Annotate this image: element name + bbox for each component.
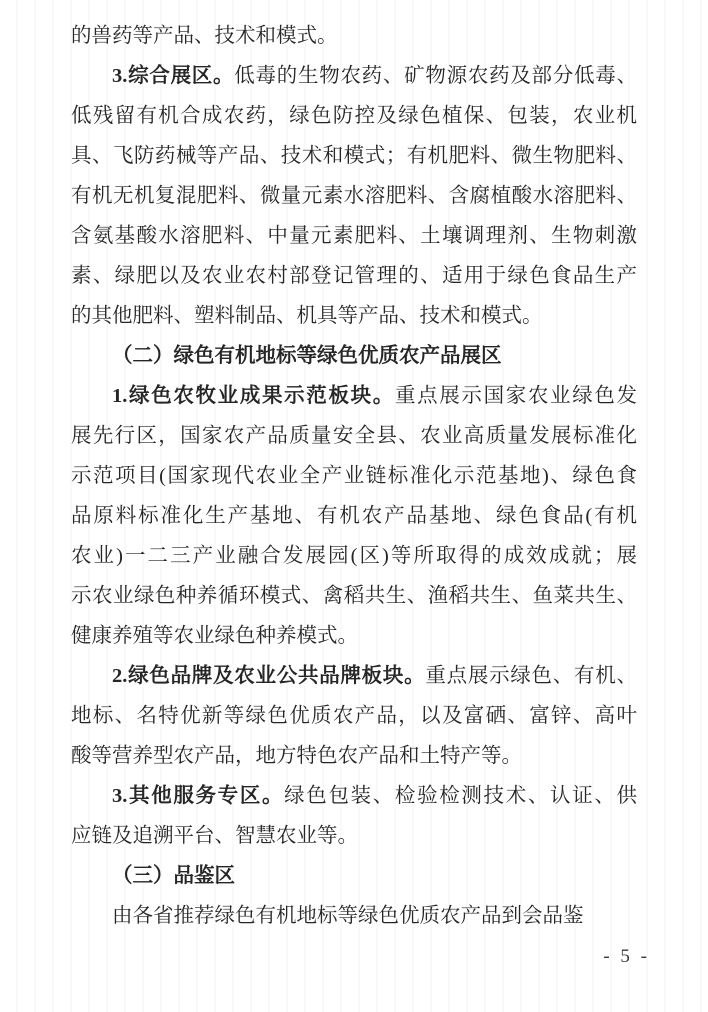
text-line — [71, 216, 637, 256]
text-segment: 应链及追溯平台、智慧农业等。 — [71, 825, 358, 847]
text-line — [71, 296, 637, 336]
text-segment: 示范项目(国家现代农业全产业链标准化示范基地)、绿色食 — [71, 465, 637, 487]
text-line — [71, 456, 637, 496]
text-line — [71, 416, 637, 456]
text-line — [71, 616, 637, 656]
text-line — [71, 256, 637, 296]
text-segment: 品原料标准化生产基地、有机农产品基地、绿色食品(有机 — [71, 505, 637, 527]
text-segment: 素、绿肥以及农业农村部登记管理的、适用于绿色食品生产 — [71, 265, 637, 287]
text-line — [71, 816, 637, 856]
text-segment: 由各省推荐绿色有机地标等绿色优质农产品到会品鉴 — [112, 905, 584, 927]
bold-text-segment: 3.综合展区。 — [112, 65, 235, 87]
text-line — [71, 16, 637, 56]
text-line — [71, 736, 637, 776]
text-line — [71, 576, 637, 616]
text-segment: 的其他肥料、塑料制品、机具等产品、技术和模式。 — [71, 305, 543, 327]
section-heading-line — [71, 856, 637, 896]
text-line — [71, 776, 637, 816]
text-segment: 的兽药等产品、技术和模式。 — [71, 25, 338, 47]
text-line — [71, 176, 637, 216]
text-line — [71, 136, 637, 176]
text-segment: 酸等营养型农产品，地方特色农产品和土特产等。 — [71, 745, 522, 767]
bold-text-segment: 2.绿色品牌及农业公共品牌板块。 — [112, 665, 426, 687]
text-line — [71, 536, 637, 576]
bold-text-segment: 3.其他服务专区。 — [112, 785, 285, 807]
text-segment: 具、飞防药械等产品、技术和模式；有机肥料、微生物肥料、 — [71, 145, 637, 167]
text-segment: 示农业绿色种养循环模式、禽稻共生、渔稻共生、鱼菜共生、 — [71, 585, 637, 607]
text-segment: 健康养殖等农业绿色种养模式。 — [71, 625, 358, 647]
text-line — [71, 56, 637, 96]
text-line — [71, 696, 637, 736]
text-segment: 重点展示国家农业绿色发 — [394, 385, 638, 407]
bold-text-segment: （三）品鉴区 — [112, 865, 235, 887]
text-line — [71, 376, 637, 416]
text-line — [71, 496, 637, 536]
text-line — [71, 96, 637, 136]
text-segment: 展先行区，国家农产品质量安全县、农业高质量发展标准化 — [71, 425, 637, 447]
text-segment: 低残留有机合成农药，绿色防控及绿色植保、包装，农业机 — [71, 105, 637, 127]
bold-text-segment: （二）绿色有机地标等绿色优质农产品展区 — [112, 345, 502, 367]
text-segment: 农业)一二三产业融合发展园(区)等所取得的成效成就；展 — [71, 545, 637, 567]
page-number: - 5 - — [603, 946, 650, 967]
section-heading-line — [71, 336, 637, 376]
document-text-block — [71, 16, 637, 936]
text-segment: 低毒的生物农药、矿物源农药及部分低毒、 — [234, 65, 637, 87]
bold-text-segment: 1.绿色农牧业成果示范板块。 — [112, 385, 395, 407]
text-line — [71, 896, 637, 936]
text-line — [71, 656, 637, 696]
text-segment: 有机无机复混肥料、微量元素水溶肥料、含腐植酸水溶肥料、 — [71, 185, 637, 207]
text-segment: 绿色包装、检验检测技术、认证、供 — [284, 785, 638, 807]
text-segment: 含氨基酸水溶肥料、中量元素肥料、土壤调理剂、生物刺激 — [71, 225, 637, 247]
text-segment: 地标、名特优新等绿色优质农产品，以及富硒、富锌、高叶 — [71, 705, 637, 727]
text-segment: 重点展示绿色、有机、 — [425, 665, 637, 687]
